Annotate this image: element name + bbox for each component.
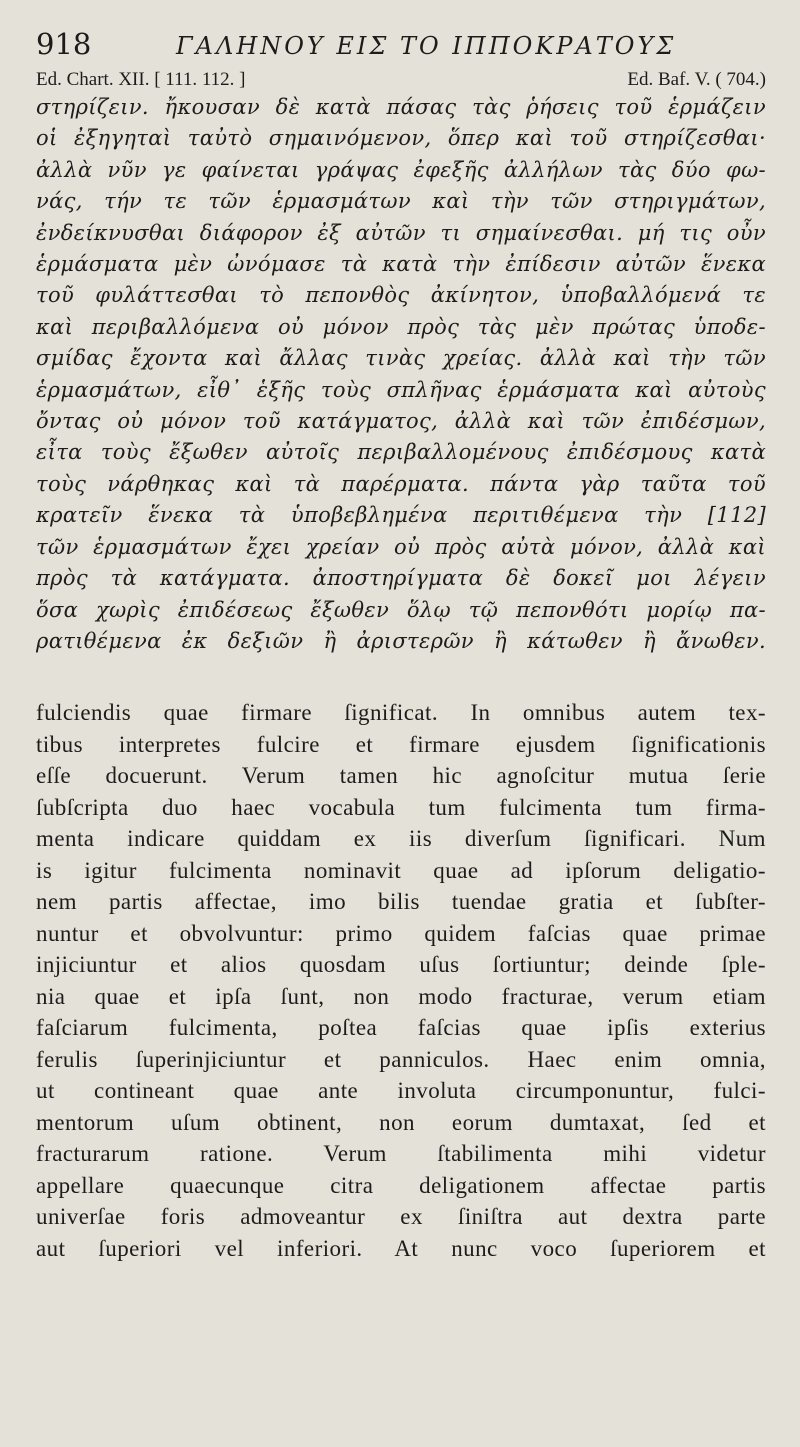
- latin-line: is igitur fulcimenta nominavit quae ad ipſorum deligatio-: [36, 857, 766, 883]
- greek-line: τοῦ φυλάττεσθαι τὸ πεπονθὸς ἀκίνητον, ὑποβαλλόμενά τε: [36, 283, 766, 308]
- greek-line: ἐνδείκνυσθαι διάφορον ἐξ αὐτῶν τι σημαίνεσθαι. μή τις οὖν: [36, 220, 766, 245]
- running-head: [36, 26, 766, 64]
- latin-line: injiciuntur et alios quosdam uſus ſortiuntur; deinde ſple-: [36, 952, 766, 978]
- latin-text: [36, 697, 766, 1264]
- latin-line: mentorum uſum obtinent, non eorum dumtaxat, ſed et: [36, 1109, 766, 1135]
- edition-references: [36, 68, 766, 92]
- greek-line: κρατεῖν ἕνεκα τὰ ὑποβεβλημένα περιτιθέμενα τὴν [112]: [36, 503, 766, 528]
- edition-right: Ed. Baf. V. ( 704.): [627, 69, 766, 90]
- greek-line: καὶ περιβαλλόμενα οὐ μόνον πρὸς τὰς μὲν πρώτας ὑποδε-: [36, 314, 766, 339]
- latin-line: nem partis affectae, imo bilis tuendae gratia et ſubſter-: [36, 889, 766, 915]
- greek-line: ἑρμάσματα μὲν ὠνόμασε τὰ κατὰ τὴν ἐπίδεσιν αὐτῶν ἕνεκα: [36, 252, 766, 277]
- latin-line: aut ſuperiori vel inferiori. At nunc voco ſuperiorem et: [36, 1235, 766, 1261]
- greek-line: οἱ ἐξηγηταὶ ταὐτὸ σημαινόμενον, ὅπερ καὶ τοῦ στηρίζεσθαι·: [36, 126, 766, 151]
- greek-line: ρατιθέμενα ἐκ δεξιῶν ἢ ἀριστερῶν ἢ κάτωθεν ἢ ἄνωθεν.: [36, 628, 766, 653]
- running-title: ΓΑΛΗΝΟΥ ΕΙΣ ΤΟ ΙΠΠΟΚΡΑΤΟΥΣ: [176, 32, 677, 60]
- greek-line: νάς, τήν τε τῶν ἑρμασμάτων καὶ τὴν τῶν στηριγμάτων,: [36, 189, 766, 214]
- greek-line: τῶν ἑρμασμάτων ἔχει χρείαν οὐ πρὸς αὐτὰ μόνον, ἀλλὰ καὶ: [36, 534, 766, 559]
- latin-line: ut contineant quae ante involuta circumponuntur, fulci-: [36, 1078, 766, 1104]
- greek-line: ὅσα χωρὶς ἐπιδέσεως ἔξωθεν ὅλῳ τῷ πεπονθότι μορίῳ πα-: [36, 597, 766, 622]
- latin-line: nia quae et ipſa ſunt, non modo fracturae, verum etiam: [36, 983, 766, 1009]
- latin-line: fracturarum ratione. Verum ſtabilimenta mihi videtur: [36, 1141, 766, 1167]
- latin-line: eſſe docuerunt. Verum tamen hic agnoſcitur mutua ſerie: [36, 763, 766, 789]
- greek-line: ὄντας οὐ μόνον τοῦ κατάγματος, ἀλλὰ καὶ τῶν ἐπιδέσμων,: [36, 409, 766, 434]
- greek-line: πρὸς τὰ κατάγματα. ἀποστηρίγματα δὲ δοκεῖ μοι λέγειν: [36, 566, 766, 591]
- latin-line: nuntur et obvolvuntur: primo quidem faſcias quae primae: [36, 920, 766, 946]
- latin-line: menta indicare quiddam ex iis diverſum ſignificari. Num: [36, 826, 766, 852]
- greek-line: σμίδας ἔχοντα καὶ ἄλλας τινὰς χρείας. ἀλλὰ καὶ τὴν τῶν: [36, 346, 766, 371]
- greek-line: τοὺς νάρθηκας καὶ τὰ παρέρματα. πάντα γὰρ ταῦτα τοῦ: [36, 471, 766, 496]
- latin-line: tibus interpretes fulcire et firmare ejusdem ſignificationis: [36, 731, 766, 757]
- latin-line: faſciarum fulcimenta, poſtea faſcias quae ipſis exterius: [36, 1015, 766, 1041]
- greek-text: [36, 92, 766, 657]
- latin-line: fulciendis quae firmare ſignificat. In omnibus autem tex-: [36, 700, 766, 726]
- edition-left: Ed. Chart. XII. [ 111. 112. ]: [36, 69, 246, 90]
- greek-line: ἀλλὰ νῦν γε φαίνεται γράψας ἐφεξῆς ἀλλήλων τὰς δύο φω-: [36, 157, 766, 182]
- page-number: 918: [36, 27, 92, 61]
- latin-line: appellare quaecunque citra deligationem affectae partis: [36, 1172, 766, 1198]
- greek-line: ἑρμασμάτων, εἶθ᾽ ἑξῆς τοὺς σπλῆνας ἑρμάσματα καὶ αὐτοὺς: [36, 377, 766, 402]
- latin-line: ſubſcripta duo haec vocabula tum fulcimenta tum firma-: [36, 794, 766, 820]
- latin-line: univerſae foris admoveantur ex ſiniſtra aut dextra parte: [36, 1204, 766, 1230]
- greek-line: εἶτα τοὺς ἔξωθεν αὐτοῖς περιβαλλομένους ἐπιδέσμους κατὰ: [36, 440, 766, 465]
- latin-line: ferulis ſuperinjiciuntur et panniculos. Haec enim omnia,: [36, 1046, 766, 1072]
- greek-line: στηρίζειν. ἤκουσαν δὲ κατὰ πάσας τὰς ῥήσεις τοῦ ἑρμάζειν: [36, 95, 766, 119]
